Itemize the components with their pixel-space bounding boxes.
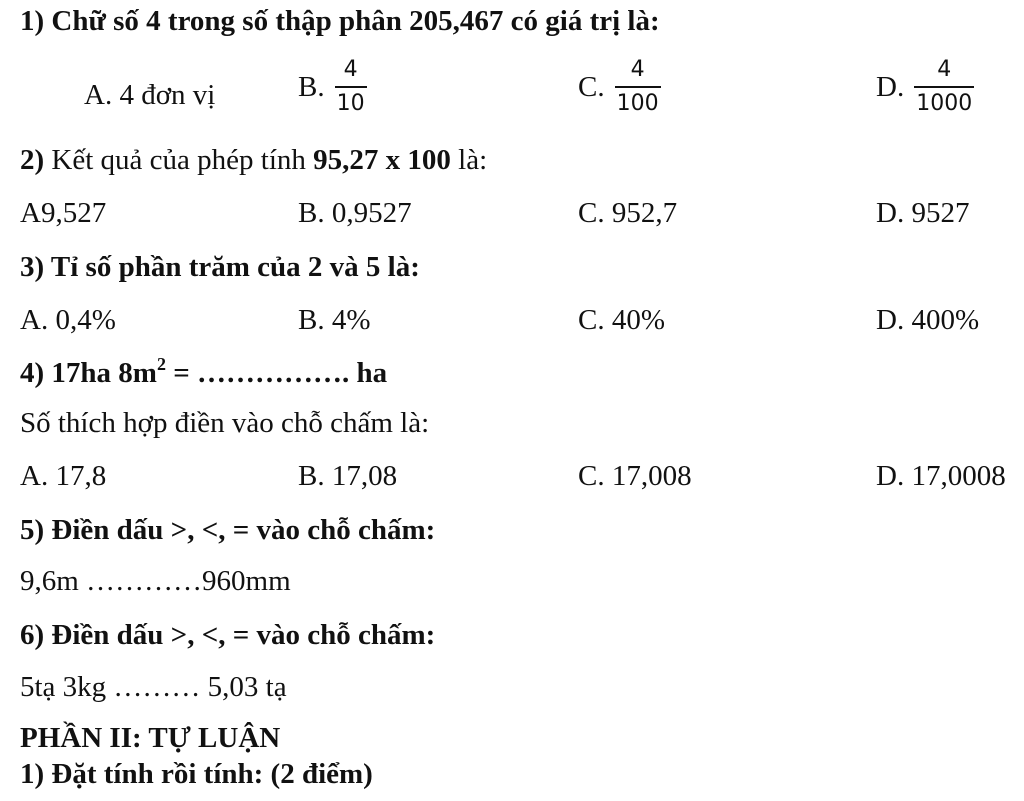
question-4-exponent: 2 [156,354,166,374]
q1-option-d [876,57,974,117]
q2-option-a: A9,527 [20,197,107,229]
fraction-numerator: 4 [343,57,358,82]
question-4-text: 4) 17ha 8m [20,357,157,389]
question-5: 5) Điền dấu >, <, = vào chỗ chấm: [20,514,436,546]
section-heading: PHẦN II: TỰ LUẬN [20,722,281,754]
question-2-text: Kết quả của phép tính [44,144,314,176]
q3-option-a: A. 0,4% [20,304,116,336]
fraction-denominator: 10 [336,91,365,116]
question-3: 3) Tỉ số phần trăm của 2 và 5 là: [20,251,420,283]
q1-option-c-fraction [615,57,661,117]
fraction-denominator: 1000 [916,91,973,116]
q3-option-b: B. 4% [298,304,371,336]
part2-item-1: 1) Đặt tính rồi tính: (2 điểm) [20,758,373,790]
q1-option-d-fraction [914,57,974,117]
q2-option-d: D. 9527 [876,197,970,229]
question-2-suffix: là: [450,144,488,176]
q1-option-c-label: C. [578,70,605,103]
question-2-expression: 95,27 x 100 [313,144,451,176]
q2-option-b: B. 0,9527 [298,197,412,229]
question-5-expression: 9,6m …………960mm [20,565,291,597]
fraction-numerator: 4 [937,57,952,82]
q1-option-a: A. 4 đơn vị [84,79,216,111]
question-6: 6) Điền dấu >, <, = vào chỗ chấm: [20,619,436,651]
q1-option-b-fraction [335,57,367,117]
q1-option-b-label: B. [298,70,325,103]
q3-option-d: D. 400% [876,304,980,336]
q1-option-b [298,57,367,117]
question-1: 1) Chữ số 4 trong số thập phân 205,467 có giá trị là: [20,5,660,37]
fraction-numerator: 4 [630,57,645,82]
q2-option-c: C. 952,7 [578,197,678,229]
q4-option-a: A. 17,8 [20,460,107,492]
fraction-denominator: 100 [616,91,659,116]
question-2 [20,143,487,177]
q1-option-c [578,57,661,117]
q1-option-d-label: D. [876,70,905,103]
question-4 [20,356,387,390]
question-4-suffix: = ……………. ha [165,357,388,389]
question-4-instruction: Số thích hợp điền vào chỗ chấm là: [20,407,430,439]
question-2-number: 2) [20,144,45,176]
q4-option-d: D. 17,0008 [876,460,1006,492]
q4-option-b: B. 17,08 [298,460,398,492]
question-6-expression: 5tạ 3kg ……… 5,03 tạ [20,671,287,703]
q4-option-c: C. 17,008 [578,460,692,492]
q3-option-c: C. 40% [578,304,665,336]
